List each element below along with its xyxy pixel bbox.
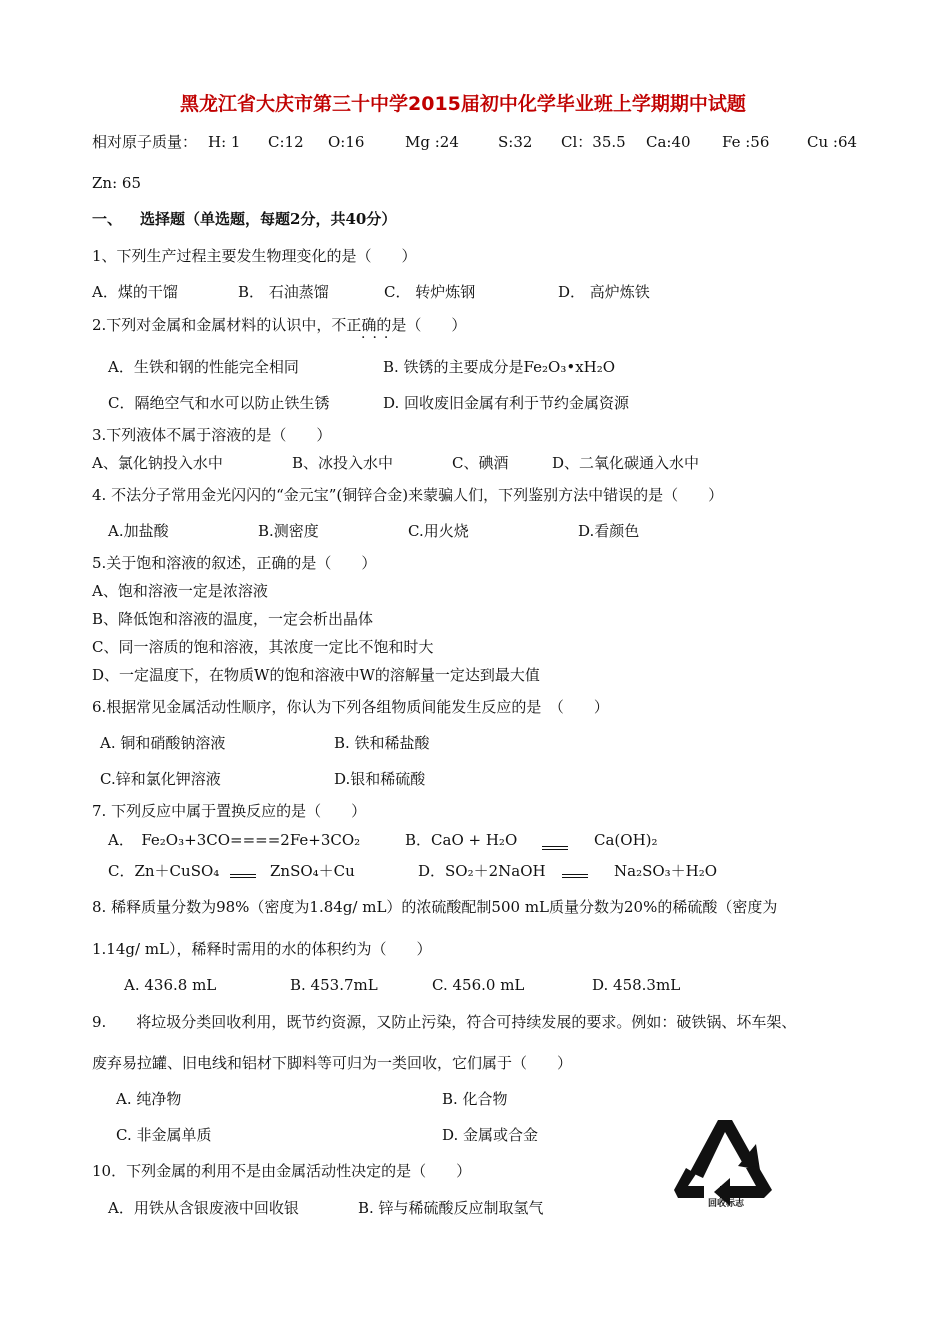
q5-option-a: A、饱和溶液一定是浓溶液 <box>92 582 268 600</box>
q7-option-a: A． Fe₂O₃+3CO====2Fe+3CO₂ <box>108 831 361 849</box>
q7-option-c-products: ZnSO₄＋Cu <box>270 862 355 880</box>
question-8-stem-line1: 8. 稀释质量分数为98%（密度为1.84g/ mL）的浓硫酸配制500 mL质量分数为20%的稀硫酸（密度为 <box>92 898 778 916</box>
q3-option-d: D、二氧化碳通入水中 <box>552 454 700 472</box>
q4-option-c: C.用火烧 <box>408 522 469 540</box>
atomic-mass-c: C:12 <box>268 133 304 151</box>
atomic-mass-h: H: 1 <box>208 133 241 151</box>
q10-option-b: B. 锌与稀硫酸反应制取氢气 <box>358 1199 544 1217</box>
q1-option-a: A．煤的干馏 <box>92 283 178 301</box>
atomic-mass-o: O:16 <box>328 133 365 151</box>
question-7-stem: 7. 下列反应中属于置换反应的是（ ） <box>92 802 367 820</box>
q5-option-b: B、降低饱和溶液的温度，一定会析出晶体 <box>92 610 374 628</box>
atomic-mass-fe: Fe :56 <box>722 133 770 151</box>
q1-option-b: B． 石油蒸馏 <box>238 283 329 301</box>
q5-option-c: C、同一溶质的饱和溶液，其浓度一定比不饱和时大 <box>92 638 434 656</box>
q10-option-a: A．用铁从含银废液中回收银 <box>108 1199 299 1217</box>
q8-option-b: B. 453.7mL <box>290 976 378 994</box>
section-number: 一、 <box>92 210 123 228</box>
q4-option-b: B.测密度 <box>258 522 319 540</box>
q2-option-c: C．隔绝空气和水可以防止铁生锈 <box>108 394 330 412</box>
recycle-figure <box>668 1106 784 1222</box>
q4-option-a: A.加盐酸 <box>108 522 169 540</box>
q9-option-d: D. 金属或合金 <box>442 1126 539 1144</box>
question-1-stem: 1、下列生产过程主要发生物理变化的是（ ） <box>92 247 417 265</box>
q6-option-c: C.锌和氯化钾溶液 <box>100 770 221 788</box>
question-9-stem-line2: 废弃易拉罐、旧电线和铝材下脚料等可归为一类回收，它们属于（ ） <box>92 1054 573 1072</box>
q2-stem-part2: 的是（ ） <box>376 316 467 334</box>
question-3-stem: 3.下列液体不属于溶液的是（ ） <box>92 426 332 444</box>
question-9-stem-line1: 9. 将垃圾分类回收利用，既节约资源，又防止污染，符合可持续发展的要求。例如：破铁锅、坏车架、 <box>92 1013 797 1031</box>
q8-option-a: A. 436.8 mL <box>124 976 217 994</box>
page-title: 黑龙江省大庆市第三十中学2015届初中化学毕业班上学期期中试题 <box>180 93 746 115</box>
q2-emphasis-dots: ··· <box>361 330 396 346</box>
q9-option-c: C. 非金属单质 <box>116 1126 212 1144</box>
atomic-mass-ca: Ca:40 <box>646 133 691 151</box>
q8-option-d: D. 458.3mL <box>592 976 681 994</box>
atomic-mass-label: 相对原子质量： <box>92 133 198 151</box>
q1-option-d: D． 高炉炼铁 <box>558 283 650 301</box>
q7-option-b-reactants: B．CaO + H₂O <box>405 831 518 849</box>
q7-option-d-equals <box>562 874 588 875</box>
q7-option-d-products: Na₂SO₃＋H₂O <box>614 862 718 880</box>
q4-option-d: D.看颜色 <box>578 522 640 540</box>
question-8-stem-line2: 1.14g/ mL），稀释时需用的水的体积约为（ ） <box>92 940 432 958</box>
section-heading: 选择题（单选题，每题2分，共40分） <box>140 210 397 228</box>
atomic-mass-mg: Mg :24 <box>405 133 459 151</box>
q7-option-d-reactants: D．SO₂＋2NaOH <box>418 862 546 880</box>
q2-option-d: D. 回收废旧金属有利于节约金属资源 <box>383 394 630 412</box>
question-2-stem <box>92 315 466 335</box>
question-4-stem: 4. 不法分子常用金光闪闪的“金元宝”(铜锌合金)来蒙骗人们，下列鉴别方法中错误的是（ ） <box>92 486 724 504</box>
q3-option-c: C、碘酒 <box>452 454 509 472</box>
recycle-caption: 回收标志 <box>708 1199 745 1209</box>
q7-option-c-reactants: C．Zn＋CuSO₄ <box>108 862 220 880</box>
q5-option-d: D、一定温度下，在物质W的饱和溶液中W的溶解量一定达到最大值 <box>92 666 540 684</box>
q7-option-b-products: Ca(OH)₂ <box>594 831 658 849</box>
q2-option-a: A．生铁和钢的性能完全相同 <box>108 358 299 376</box>
question-6-stem: 6.根据常见金属活动性顺序，你认为下列各组物质间能发生反应的是 （ ） <box>92 698 609 716</box>
q9-option-a: A. 纯净物 <box>116 1090 182 1108</box>
q2-option-b: B. 铁锈的主要成分是Fe₂O₃•xH₂O <box>383 358 616 376</box>
atomic-mass-s: S:32 <box>498 133 533 151</box>
q2-stem-part1: 2.下列对金属和金属材料的认识中， <box>92 316 332 334</box>
question-10-stem: 10．下列金属的利用不是由金属活动性决定的是（ ） <box>92 1162 472 1180</box>
q2-stem-emphasis: 不正确 <box>331 316 377 334</box>
q6-option-d: D.银和稀硫酸 <box>334 770 426 788</box>
q1-option-c: C． 转炉炼钢 <box>384 283 476 301</box>
question-5-stem: 5.关于饱和溶液的叙述，正确的是（ ） <box>92 554 377 572</box>
q8-option-c: C. 456.0 mL <box>432 976 525 994</box>
atomic-mass-cu: Cu :64 <box>807 133 858 151</box>
q3-option-a: A、氯化钠投入水中 <box>92 454 223 472</box>
q6-option-b: B. 铁和稀盐酸 <box>334 734 430 752</box>
q9-option-b: B. 化合物 <box>442 1090 508 1108</box>
q6-option-a: A. 铜和硝酸钠溶液 <box>100 734 226 752</box>
q3-option-b: B、冰投入水中 <box>292 454 394 472</box>
atomic-mass-cl: Cl：35.5 <box>561 133 626 151</box>
q7-option-c-equals <box>230 874 256 875</box>
q7-option-b-equals <box>542 846 568 847</box>
atomic-mass-zn: Zn: 65 <box>92 174 141 192</box>
